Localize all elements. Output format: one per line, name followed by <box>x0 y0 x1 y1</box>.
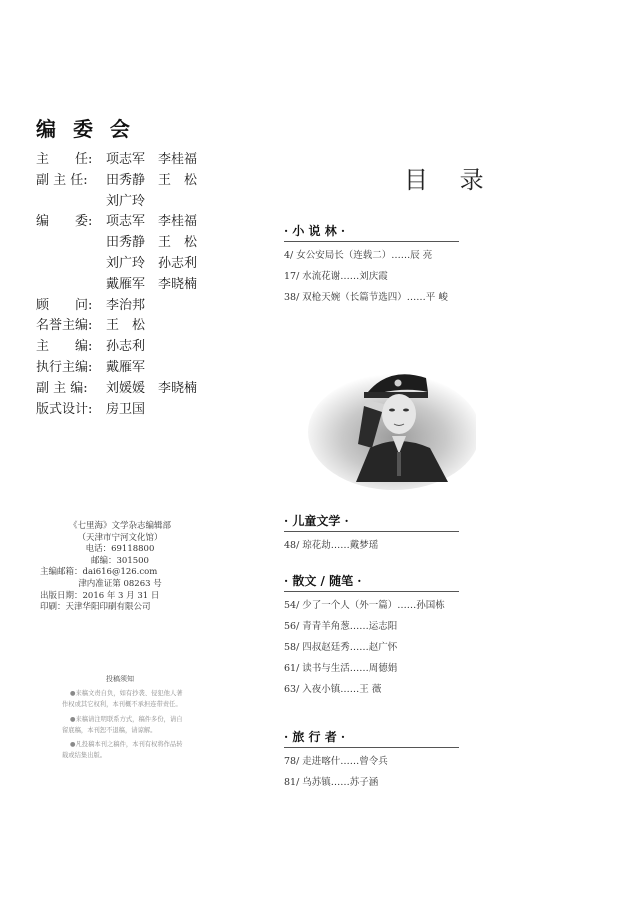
publish-date: 出版日期：2016 年 3 月 31 日 <box>40 590 160 601</box>
toc-entry[interactable]: 78/ 走进喀什……曾令兵 <box>284 756 388 767</box>
board-names: 刘广玲 <box>106 193 146 209</box>
board-row <box>36 254 197 275</box>
board-row <box>36 150 197 171</box>
toc-section-name: · 散文 / 随笔 · <box>284 574 362 588</box>
notice-item: ●凡投稿本刊之稿件，本刊有权将作品转载或结集出版。 <box>62 741 183 760</box>
board-names: 王 松 <box>106 318 146 334</box>
phone-number: 电话：69118800 <box>85 544 155 555</box>
board-role <box>36 233 106 254</box>
cover-photo-policewoman <box>298 352 476 490</box>
board-row <box>36 316 197 337</box>
section-divider <box>284 747 459 748</box>
toc-section <box>284 572 459 700</box>
board-names: 房卫国 <box>106 401 146 417</box>
board-names: 李治邦 <box>106 297 146 313</box>
board-row <box>36 379 197 400</box>
board-row <box>36 275 197 296</box>
toc-section-name: · 儿童文学 · <box>284 514 349 528</box>
editor-email: 主编邮箱：dai616@126.com <box>40 567 158 578</box>
submission-notice-title: 投稿须知 <box>106 675 134 683</box>
board-role <box>36 275 106 296</box>
section-divider <box>284 531 459 532</box>
board-names: 项志军 李桂福 <box>106 152 198 167</box>
toc-entry[interactable]: 48/ 琼花劫……戴梦瑶 <box>284 540 379 551</box>
board-names: 刘广玲 孙志利 <box>106 255 198 271</box>
board-names: 孙志利 <box>106 339 146 355</box>
toc-section-name: · 小 说 林 · <box>284 224 346 238</box>
magazine-editorial-office: 《七里海》文学杂志编辑部 <box>68 521 171 531</box>
toc-entry[interactable]: 4/ 女公安局长（连载二）……辰 亮 <box>284 250 433 261</box>
section-divider <box>284 241 459 242</box>
board-role: 副 主 任: <box>36 172 88 188</box>
printer: 印刷：天津华阳印刷有限公司 <box>40 602 151 613</box>
notice-item: ●来稿请注明联系方式，稿件多份，请自留底稿，本刊恕不退稿，请谅解。 <box>62 715 183 734</box>
toc-section <box>284 728 459 793</box>
toc-entry[interactable]: 61/ 读书与生活……周德娟 <box>284 663 398 674</box>
board-role: 副 主 编: <box>36 380 88 396</box>
board-row <box>36 192 197 213</box>
toc-entry[interactable]: 38/ 双枪天婉（长篇节选四）……平 峻 <box>284 292 448 303</box>
magazine-host-org: （天津市宁河文化馆） <box>77 532 163 543</box>
board-row <box>36 337 197 358</box>
toc-entry[interactable]: 58/ 四叔赵廷秀……赵广怀 <box>284 642 398 653</box>
board-role: 执行主编: <box>36 359 93 375</box>
board-role <box>36 254 106 275</box>
board-role: 顾 问: <box>36 297 93 313</box>
toc-entry[interactable]: 17/ 水流花谢……刘庆霞 <box>284 271 388 282</box>
board-role: 名誉主编: <box>36 318 93 334</box>
board-role: 编 委: <box>36 214 93 230</box>
toc-section-name: · 旅 行 者 · <box>284 730 346 744</box>
board-role: 主 编: <box>36 339 93 355</box>
board-role: 主 任: <box>36 152 93 167</box>
toc-entry[interactable]: 81/ 乌苏镇……苏子涵 <box>284 777 379 788</box>
notice-item: ●来稿文责自负，如有抄袭、侵犯他人著作权或其它权利，本刊概不承担连带责任。 <box>62 690 183 709</box>
postcode: 邮编：301500 <box>91 555 149 566</box>
board-names: 田秀静 王 松 <box>106 172 198 188</box>
board-row <box>36 171 197 192</box>
toc-title: 目 录 <box>404 166 496 194</box>
toc-entry[interactable]: 54/ 少了一个人（外一篇）……孙国栋 <box>284 600 445 611</box>
toc-section <box>284 512 459 556</box>
board-row <box>36 358 197 379</box>
editorial-board-list <box>36 150 197 420</box>
board-names: 戴雁军 李晓楠 <box>106 276 198 292</box>
toc-entry[interactable]: 56/ 青青羊角葱……运志阳 <box>284 621 398 632</box>
board-row <box>36 212 197 233</box>
board-role <box>36 192 106 213</box>
editorial-board-title: 编 委 会 <box>36 117 135 141</box>
publication-permit: 津内准证第 08263 号 <box>78 578 162 589</box>
board-row <box>36 233 197 254</box>
board-names: 项志军 李桂福 <box>106 214 198 230</box>
toc-section <box>284 222 459 308</box>
board-names: 刘媛媛 李晓楠 <box>106 380 198 396</box>
toc-entry[interactable]: 63/ 入夜小镇……王 薇 <box>284 684 382 695</box>
board-names: 戴雁军 <box>106 359 146 375</box>
board-row <box>36 400 197 421</box>
publisher-info <box>40 521 200 614</box>
section-divider <box>284 591 459 592</box>
board-role: 版式设计: <box>36 401 93 417</box>
submission-notice-list <box>62 688 186 765</box>
board-row <box>36 296 197 317</box>
board-names: 田秀静 王 松 <box>106 235 198 251</box>
